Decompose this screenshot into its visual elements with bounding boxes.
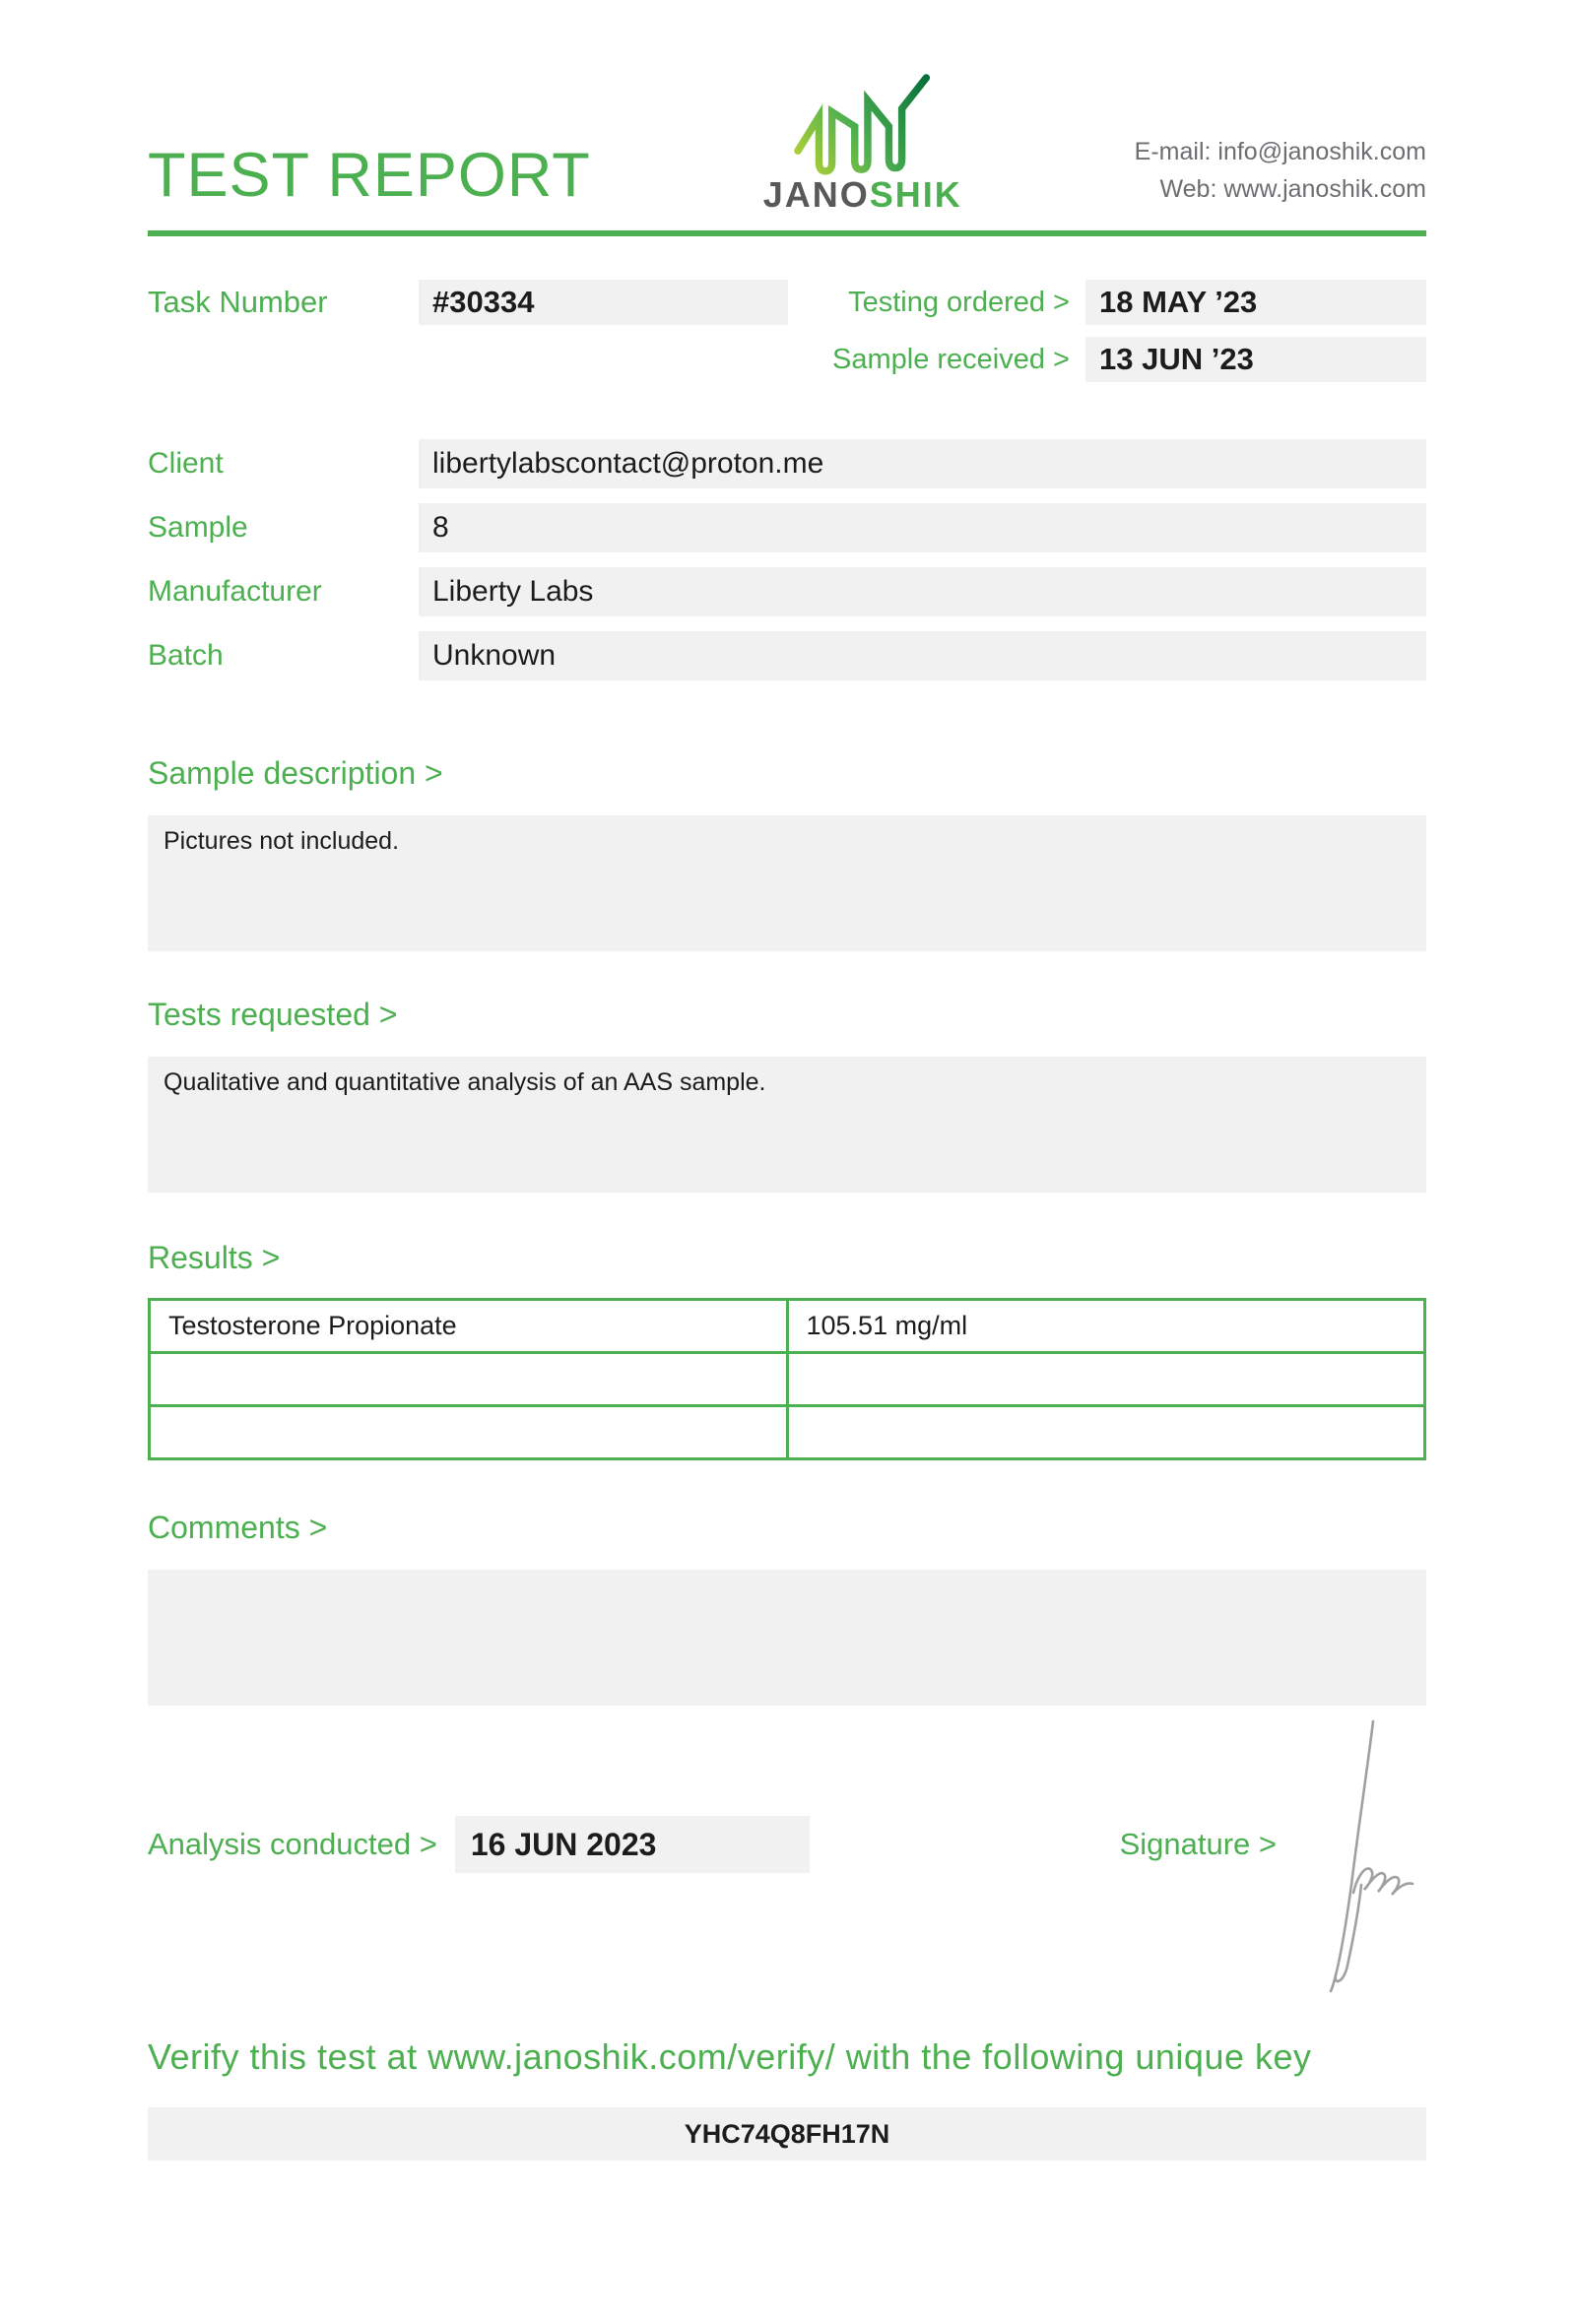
verify-key: YHC74Q8FH17N [684, 2118, 890, 2149]
sample-received-row [832, 337, 1426, 382]
analysis-conducted-label: Analysis conducted > [148, 1827, 437, 1861]
sample-description-heading: Sample description > [148, 755, 443, 791]
testing-ordered-label: Testing ordered > [848, 286, 1070, 318]
task-number-value: #30334 [419, 280, 788, 325]
logo-text-jano: JANO [762, 174, 870, 215]
signature-label: Signature > [1119, 1827, 1277, 1861]
client-info-section [148, 439, 1426, 680]
task-number-row [148, 280, 788, 325]
result-substance-cell [150, 1353, 788, 1406]
sample-received-label: Sample received > [832, 343, 1070, 375]
manufacturer-value: Liberty Labs [419, 567, 1426, 616]
comments-box [148, 1570, 1426, 1706]
info-row-sample [148, 503, 1426, 552]
result-row [150, 1300, 1425, 1353]
analysis-date-value: 16 JUN 2023 [455, 1816, 810, 1873]
janoshik-chart-icon [789, 73, 937, 175]
signature-image [1271, 1715, 1420, 1993]
batch-value: Unknown [419, 631, 1426, 680]
tests-requested-box: Qualitative and quantitative analysis of an AAS sample. [148, 1057, 1426, 1193]
contact-email: E-mail: info@janoshik.com [1134, 137, 1426, 165]
dates-block [832, 280, 1426, 382]
janoshik-logo [763, 73, 962, 215]
result-amount-cell [787, 1406, 1425, 1459]
result-substance-cell [150, 1406, 788, 1459]
sample-value: 8 [419, 503, 1426, 552]
results-heading: Results > [148, 1240, 281, 1275]
logo-wordmark [762, 174, 962, 215]
task-section [148, 280, 1426, 382]
report-header [148, 61, 1426, 215]
sample-label: Sample [148, 511, 248, 544]
result-substance-cell: Testosterone Propionate [150, 1300, 788, 1353]
batch-label: Batch [148, 639, 224, 672]
manufacturer-label: Manufacturer [148, 575, 322, 608]
task-number-label: Task Number [148, 285, 328, 319]
logo-text-shik: SHIK [869, 174, 962, 215]
testing-ordered-value: 18 MAY ’23 [1085, 280, 1426, 325]
result-row [150, 1353, 1425, 1406]
verify-instruction: Verify this test at www.janoshik.com/verify/ with the following unique key [148, 2036, 1312, 2077]
result-amount-cell: 105.51 mg/ml [787, 1300, 1425, 1353]
comments-heading: Comments > [148, 1510, 328, 1545]
testing-ordered-row [832, 280, 1426, 325]
tests-requested-heading: Tests requested > [148, 997, 398, 1032]
client-label: Client [148, 447, 224, 480]
sample-description-box: Pictures not included. [148, 815, 1426, 951]
verify-key-box [148, 2107, 1426, 2161]
result-row [150, 1406, 1425, 1459]
info-row-manufacturer [148, 567, 1426, 616]
sample-received-value: 13 JUN ’23 [1085, 337, 1426, 382]
info-row-batch [148, 631, 1426, 680]
contact-web: Web: www.janoshik.com [1159, 175, 1426, 204]
page-title: TEST REPORT [148, 141, 591, 210]
header-divider [148, 230, 1426, 236]
result-amount-cell [787, 1353, 1425, 1406]
client-value: libertylabscontact@proton.me [419, 439, 1426, 488]
analysis-signature-row [148, 1816, 1426, 1873]
info-row-client [148, 439, 1426, 488]
results-table [148, 1298, 1426, 1460]
contact-block [1135, 133, 1426, 216]
